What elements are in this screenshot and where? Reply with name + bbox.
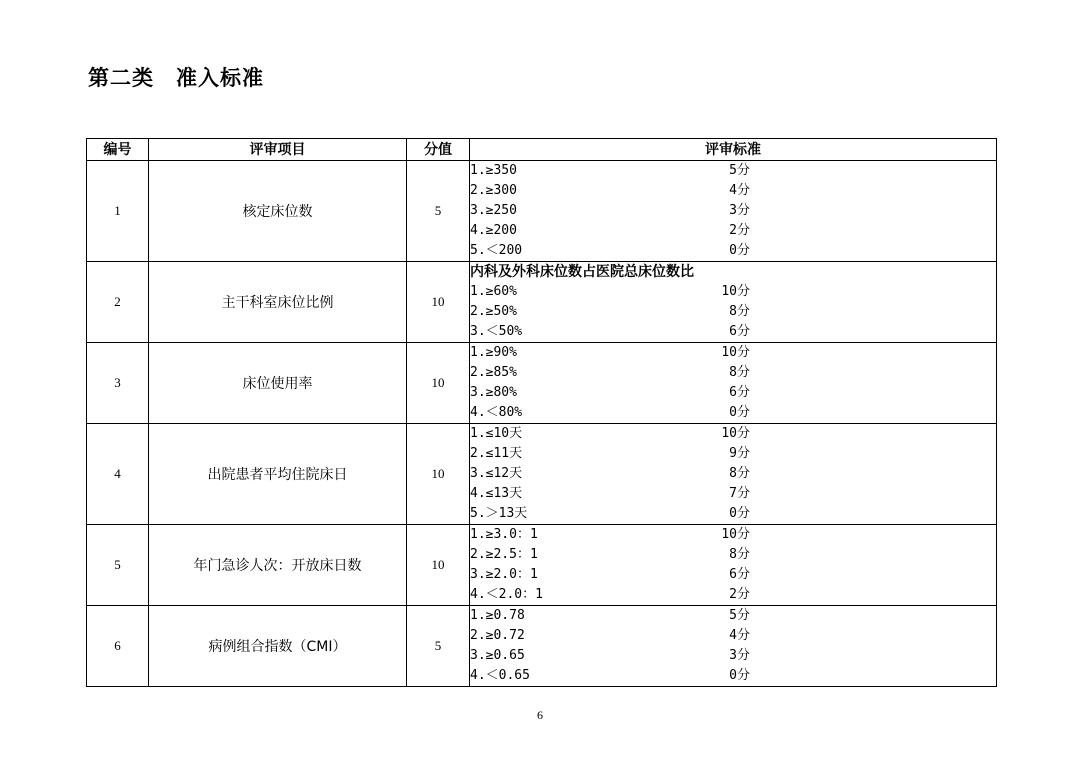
criteria-line bbox=[470, 504, 996, 524]
criteria-points: 2分 bbox=[729, 587, 750, 602]
row-score: 10 bbox=[407, 262, 470, 343]
criteria-condition: 4.＜0.65 bbox=[470, 668, 530, 683]
table-row bbox=[87, 161, 997, 262]
criteria-condition: 1.≥90% bbox=[470, 345, 517, 360]
criteria-points: 10分 bbox=[721, 527, 750, 542]
criteria-condition: 1.≤10天 bbox=[470, 426, 523, 441]
criteria-condition: 1.≥3.0：1 bbox=[470, 527, 538, 542]
criteria-condition: 3.≥0.65 bbox=[470, 648, 525, 663]
table-body bbox=[87, 161, 997, 687]
criteria-line bbox=[470, 646, 996, 666]
criteria-points: 4分 bbox=[729, 183, 750, 198]
row-item: 病例组合指数（CMI） bbox=[149, 606, 407, 687]
criteria-points: 0分 bbox=[729, 506, 750, 521]
header-criteria: 评审标准 bbox=[470, 139, 997, 161]
criteria-heading: 内科及外科床位数占医院总床位数比 bbox=[470, 264, 694, 280]
criteria-line bbox=[470, 403, 996, 423]
row-item: 核定床位数 bbox=[149, 161, 407, 262]
page-number: 6 bbox=[537, 708, 543, 722]
row-number: 2 bbox=[87, 262, 149, 343]
row-score: 10 bbox=[407, 343, 470, 424]
row-item: 年门急诊人次：开放床日数 bbox=[149, 525, 407, 606]
row-criteria bbox=[470, 424, 997, 525]
criteria-line bbox=[470, 363, 996, 383]
table-row bbox=[87, 525, 997, 606]
header-item: 评审项目 bbox=[149, 139, 407, 161]
criteria-condition: 2.≤11天 bbox=[470, 446, 523, 461]
criteria-line bbox=[470, 626, 996, 646]
criteria-condition: 3.≤12天 bbox=[470, 466, 523, 481]
row-number: 3 bbox=[87, 343, 149, 424]
criteria-condition: 4.＜80% bbox=[470, 405, 523, 420]
criteria-line bbox=[470, 181, 996, 201]
criteria-condition: 1.≥350 bbox=[470, 163, 517, 178]
criteria-points: 0分 bbox=[729, 243, 750, 258]
criteria-points: 10分 bbox=[721, 426, 750, 441]
criteria-line bbox=[470, 282, 996, 302]
criteria-points: 6分 bbox=[729, 324, 750, 339]
criteria-points: 8分 bbox=[729, 304, 750, 319]
criteria-points: 0分 bbox=[729, 668, 750, 683]
header-score: 分值 bbox=[407, 139, 470, 161]
criteria-condition: 3.≥2.0：1 bbox=[470, 567, 538, 582]
criteria-condition: 3.＜50% bbox=[470, 324, 523, 339]
row-criteria bbox=[470, 343, 997, 424]
table-header-row bbox=[87, 139, 997, 161]
row-number: 5 bbox=[87, 525, 149, 606]
criteria-condition: 3.≥250 bbox=[470, 203, 517, 218]
criteria-points: 6分 bbox=[729, 567, 750, 582]
criteria-points: 3分 bbox=[729, 203, 750, 218]
criteria-points: 10分 bbox=[721, 345, 750, 360]
row-item: 主干科室床位比例 bbox=[149, 262, 407, 343]
criteria-line bbox=[470, 161, 996, 181]
criteria-points: 4分 bbox=[729, 628, 750, 643]
table-row bbox=[87, 606, 997, 687]
row-criteria bbox=[470, 262, 997, 343]
row-criteria bbox=[470, 161, 997, 262]
row-score: 5 bbox=[407, 606, 470, 687]
criteria-condition: 2.≥85% bbox=[470, 365, 517, 380]
criteria-condition: 3.≥80% bbox=[470, 385, 517, 400]
criteria-condition: 1.≥60% bbox=[470, 284, 517, 299]
row-criteria bbox=[470, 525, 997, 606]
criteria-line bbox=[470, 464, 996, 484]
criteria-line bbox=[470, 302, 996, 322]
header-number: 编号 bbox=[87, 139, 149, 161]
criteria-condition: 2.≥300 bbox=[470, 183, 517, 198]
criteria-line bbox=[470, 221, 996, 241]
criteria-condition: 2.≥2.5：1 bbox=[470, 547, 538, 562]
table-row bbox=[87, 262, 997, 343]
criteria-line bbox=[470, 444, 996, 464]
row-score: 10 bbox=[407, 424, 470, 525]
criteria-points: 7分 bbox=[729, 486, 750, 501]
criteria-condition: 5.＞13天 bbox=[470, 506, 528, 521]
criteria-line bbox=[470, 424, 996, 444]
criteria-line bbox=[470, 484, 996, 504]
criteria-points: 5分 bbox=[729, 163, 750, 178]
criteria-condition: 5.＜200 bbox=[470, 243, 523, 258]
criteria-line bbox=[470, 343, 996, 363]
criteria-points: 9分 bbox=[729, 446, 750, 461]
table-row bbox=[87, 424, 997, 525]
row-criteria bbox=[470, 606, 997, 687]
criteria-points: 10分 bbox=[721, 284, 750, 299]
criteria-condition: 2.≥50% bbox=[470, 304, 517, 319]
row-item: 床位使用率 bbox=[149, 343, 407, 424]
criteria-condition: 1.≥0.78 bbox=[470, 608, 525, 623]
row-score: 10 bbox=[407, 525, 470, 606]
criteria-points: 3分 bbox=[729, 648, 750, 663]
criteria-line bbox=[470, 666, 996, 686]
criteria-line bbox=[470, 565, 996, 585]
row-item: 出院患者平均住院床日 bbox=[149, 424, 407, 525]
criteria-points: 5分 bbox=[729, 608, 750, 623]
criteria-line bbox=[470, 241, 996, 261]
criteria-condition: 4.＜2.0：1 bbox=[470, 587, 543, 602]
criteria-condition: 4.≤13天 bbox=[470, 486, 523, 501]
criteria-line bbox=[470, 545, 996, 565]
criteria-condition: 4.≥200 bbox=[470, 223, 517, 238]
criteria-points: 0分 bbox=[729, 405, 750, 420]
row-number: 6 bbox=[87, 606, 149, 687]
row-number: 4 bbox=[87, 424, 149, 525]
criteria-line bbox=[470, 585, 996, 605]
criteria-points: 8分 bbox=[729, 365, 750, 380]
criteria-line bbox=[470, 201, 996, 221]
page-title: 第二类 准入标准 bbox=[88, 66, 264, 90]
table-row bbox=[87, 343, 997, 424]
criteria-points: 6分 bbox=[729, 385, 750, 400]
criteria-line bbox=[470, 525, 996, 545]
criteria-points: 8分 bbox=[729, 466, 750, 481]
criteria-line bbox=[470, 383, 996, 403]
row-score: 5 bbox=[407, 161, 470, 262]
criteria-line bbox=[470, 322, 996, 342]
criteria-table bbox=[86, 138, 997, 687]
criteria-line bbox=[470, 606, 996, 626]
row-number: 1 bbox=[87, 161, 149, 262]
criteria-condition: 2.≥0.72 bbox=[470, 628, 525, 643]
criteria-points: 8分 bbox=[729, 547, 750, 562]
criteria-points: 2分 bbox=[729, 223, 750, 238]
